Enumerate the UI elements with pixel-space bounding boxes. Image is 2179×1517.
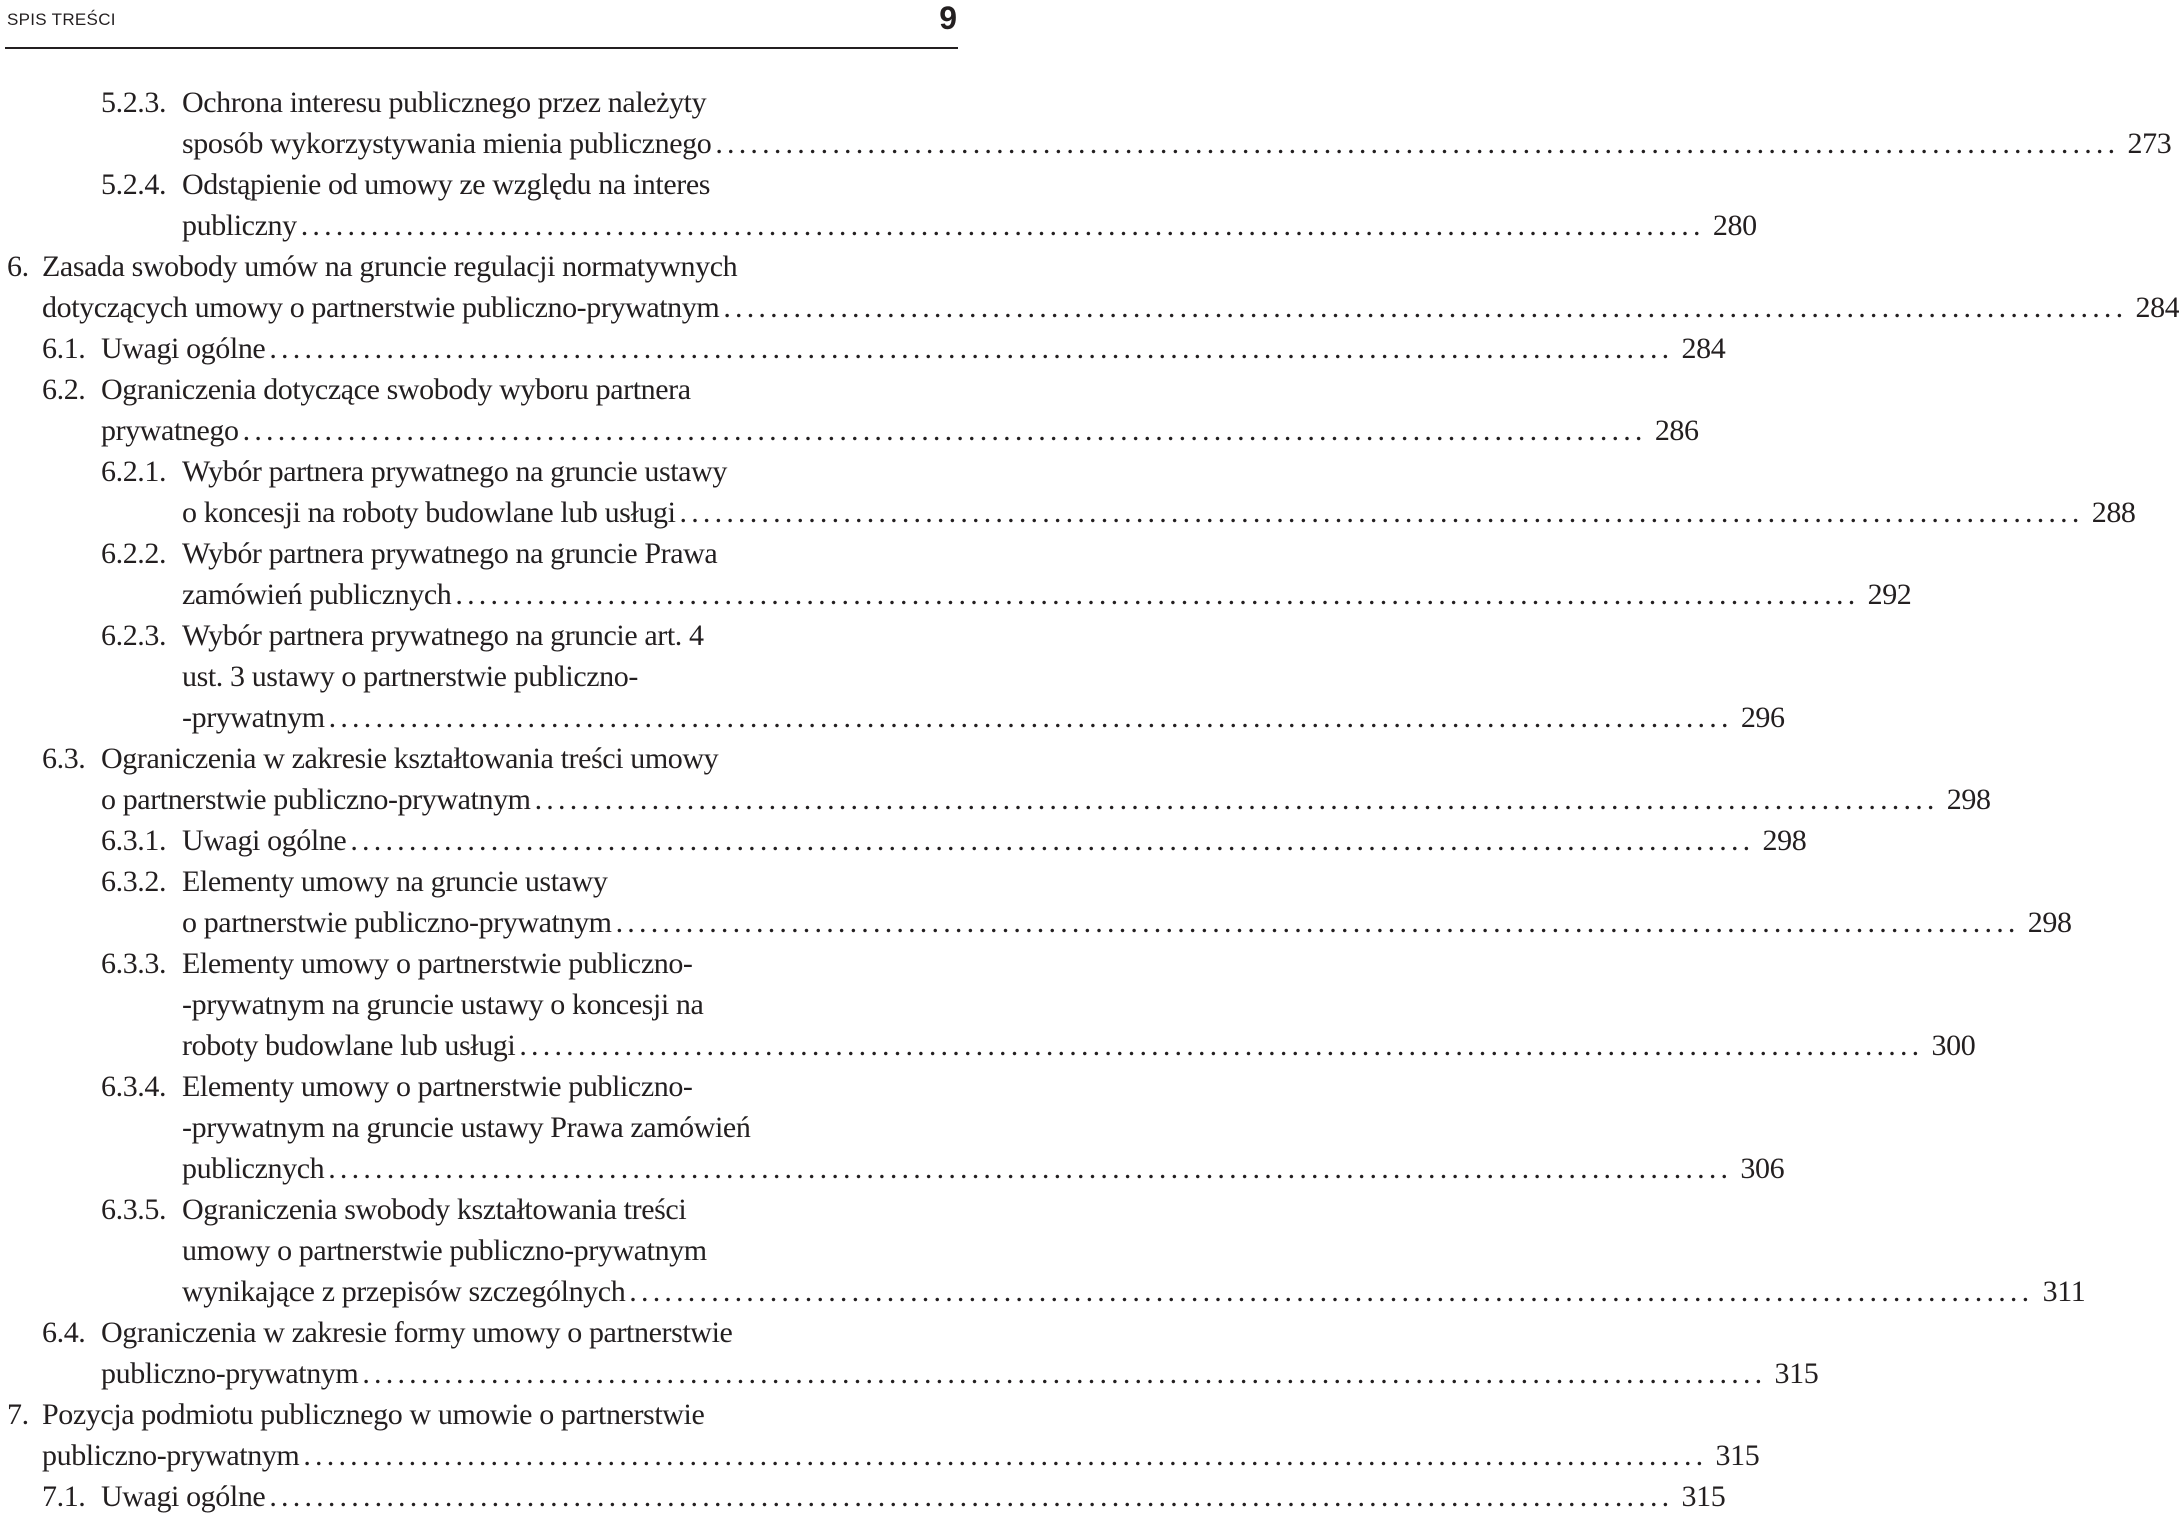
toc-entry-title-line: zamówień publicznych bbox=[182, 578, 452, 611]
dot-leader: ........................................................................................................................ bbox=[303, 1439, 1708, 1472]
toc-entry-page: 311 bbox=[2042, 1275, 2086, 1308]
dot-leader: ........................................................................................................................ bbox=[328, 701, 1733, 734]
toc-entry-number: 6.2. bbox=[42, 373, 86, 406]
toc-entry[interactable] bbox=[0, 1189, 2086, 1312]
toc-entry-title-line: sposób wykorzystywania mienia publicznego bbox=[182, 127, 712, 160]
dot-leader: ........................................................................................................................ bbox=[300, 209, 1705, 242]
toc-entry-number: 6.3.5. bbox=[101, 1193, 167, 1226]
toc-entry[interactable] bbox=[0, 164, 1757, 246]
toc-entry[interactable] bbox=[0, 943, 1976, 1066]
toc-entry-title-line: Odstąpienie od umowy ze względu na interes bbox=[182, 168, 711, 201]
toc-entry-number: 6.4. bbox=[42, 1316, 86, 1349]
toc-entry-title-line: ust. 3 ustawy o partnerstwie publiczno- bbox=[182, 660, 638, 693]
toc-entry-number: 6.2.2. bbox=[101, 537, 167, 570]
toc-entry-page: 292 bbox=[1867, 578, 1912, 611]
toc-entry-title-line: Ograniczenia w zakresie formy umowy o partnerstwie bbox=[101, 1316, 733, 1349]
toc-entry-page: 315 bbox=[1774, 1357, 1819, 1390]
toc-entry-number: 6. bbox=[7, 250, 29, 283]
toc-entry[interactable] bbox=[0, 738, 1991, 820]
toc-entry-title-line: o partnerstwie publiczno-prywatnym bbox=[182, 906, 612, 939]
toc-entry[interactable] bbox=[0, 328, 1726, 369]
toc-entry-title-line: Uwagi ogólne bbox=[101, 1480, 266, 1513]
dot-leader: ........................................................................................................................ bbox=[723, 291, 2128, 324]
toc-entry[interactable] bbox=[0, 1066, 1785, 1189]
toc-entry-number: 6.3.2. bbox=[101, 865, 167, 898]
toc-entry[interactable] bbox=[0, 246, 2179, 328]
toc-entry-title-line: o koncesji na roboty budowlane lub usługi bbox=[182, 496, 676, 529]
dot-leader: ........................................................................................................................ bbox=[269, 1480, 1674, 1513]
toc-entry-title-line: roboty budowlane lub usługi bbox=[182, 1029, 516, 1062]
dot-leader: ........................................................................................................................ bbox=[242, 414, 1647, 447]
toc-entry[interactable] bbox=[0, 369, 1699, 451]
toc-entry[interactable] bbox=[0, 615, 1785, 738]
dot-leader: ........................................................................................................................ bbox=[350, 824, 1755, 857]
toc-entry-number: 6.3. bbox=[42, 742, 86, 775]
toc-entry-title-line: Elementy umowy na gruncie ustawy bbox=[182, 865, 608, 898]
dot-leader: ........................................................................................................................ bbox=[269, 332, 1674, 365]
toc-entry-number: 6.2.1. bbox=[101, 455, 167, 488]
toc-entry-title-line: Wybór partnera prywatnego na gruncie Prawa bbox=[182, 537, 718, 570]
toc-entry-number: 5.2.4. bbox=[101, 168, 167, 201]
toc-entry-title-line: -prywatnym bbox=[182, 701, 325, 734]
toc-entry-page: 286 bbox=[1654, 414, 1699, 447]
toc-entry[interactable] bbox=[0, 82, 2172, 164]
dot-leader: ........................................................................................................................ bbox=[715, 127, 2120, 160]
toc-entry-page: 315 bbox=[1681, 1480, 1726, 1513]
toc-entry-number: 6.2.3. bbox=[101, 619, 167, 652]
toc-entry-page: 315 bbox=[1715, 1439, 1760, 1472]
toc-entry-page: 284 bbox=[2135, 291, 2179, 324]
toc-entry-page: 298 bbox=[2027, 906, 2072, 939]
toc-entry-page: 298 bbox=[1762, 824, 1807, 857]
toc-entry-page: 296 bbox=[1740, 701, 1785, 734]
toc-entry-title-line: -prywatnym na gruncie ustawy o koncesji na bbox=[182, 988, 704, 1021]
toc-entry[interactable] bbox=[0, 820, 1807, 861]
dot-leader: ........................................................................................................................ bbox=[455, 578, 1860, 611]
toc-entry-title-line: wynikające z przepisów szczególnych bbox=[182, 1275, 626, 1308]
toc-entry-page: 288 bbox=[2091, 496, 2136, 529]
toc-entry-number: 6.3.1. bbox=[101, 824, 167, 857]
toc-entry-title-line: Wybór partnera prywatnego na gruncie art. 4 bbox=[182, 619, 704, 652]
toc-entry-title-line: Zasada swobody umów na gruncie regulacji normatywnych bbox=[42, 250, 738, 283]
toc-entry-page: 284 bbox=[1681, 332, 1726, 365]
toc-entry-number: 7.1. bbox=[42, 1480, 86, 1513]
toc-entry-page: 300 bbox=[1931, 1029, 1976, 1062]
toc-entry-title-line: umowy o partnerstwie publiczno-prywatnym bbox=[182, 1234, 707, 1267]
toc-entry-number: 6.1. bbox=[42, 332, 86, 365]
toc-entry[interactable] bbox=[0, 533, 1912, 615]
dot-leader: ........................................................................................................................ bbox=[362, 1357, 1767, 1390]
toc-entry[interactable] bbox=[0, 1476, 1726, 1517]
toc-entry-title-line: Ochrona interesu publicznego przez należyty bbox=[182, 86, 707, 119]
toc-entry-number: 6.3.4. bbox=[101, 1070, 167, 1103]
dot-leader: ........................................................................................................................ bbox=[629, 1275, 2034, 1308]
toc-entry-title-line: Ograniczenia swobody kształtowania treści bbox=[182, 1193, 687, 1226]
toc-entry-title-line: publicznych bbox=[182, 1152, 325, 1185]
toc-entry-title-line: publiczny bbox=[182, 209, 297, 242]
toc-entry-title-line: Ograniczenia w zakresie kształtowania treści umowy bbox=[101, 742, 719, 775]
dot-leader: ........................................................................................................................ bbox=[615, 906, 2020, 939]
toc-entry-title-line: publiczno-prywatnym bbox=[42, 1439, 300, 1472]
toc-entry[interactable] bbox=[0, 1394, 1760, 1476]
table-of-contents bbox=[0, 82, 2179, 1517]
toc-entry-title-line: Elementy umowy o partnerstwie publiczno- bbox=[182, 947, 693, 980]
dot-leader: ........................................................................................................................ bbox=[519, 1029, 1924, 1062]
toc-entry-title-line: -prywatnym na gruncie ustawy Prawa zamówień bbox=[182, 1111, 751, 1144]
toc-entry[interactable] bbox=[0, 451, 2136, 533]
toc-entry-title-line: dotyczących umowy o partnerstwie publiczno-prywatnym bbox=[42, 291, 720, 324]
dot-leader: ........................................................................................................................ bbox=[679, 496, 2084, 529]
toc-entry-number: 6.3.3. bbox=[101, 947, 167, 980]
toc-entry-page: 306 bbox=[1740, 1152, 1785, 1185]
toc-entry-page: 273 bbox=[2127, 127, 2172, 160]
toc-entry-title-line: prywatnego bbox=[101, 414, 239, 447]
toc-entry-title-line: Ograniczenia dotyczące swobody wyboru partnera bbox=[101, 373, 691, 406]
dot-leader: ........................................................................................................................ bbox=[534, 783, 1939, 816]
toc-entry-title-line: o partnerstwie publiczno-prywatnym bbox=[101, 783, 531, 816]
toc-entry-title-line: publiczno-prywatnym bbox=[101, 1357, 359, 1390]
toc-entry-page: 298 bbox=[1946, 783, 1991, 816]
dot-leader: ........................................................................................................................ bbox=[328, 1152, 1733, 1185]
toc-entry-title-line: Uwagi ogólne bbox=[101, 332, 266, 365]
page-header bbox=[0, 0, 960, 48]
toc-entry-title-line: Elementy umowy o partnerstwie publiczno- bbox=[182, 1070, 693, 1103]
toc-entry-page: 280 bbox=[1712, 209, 1757, 242]
toc-entry-number: 5.2.3. bbox=[101, 86, 167, 119]
header-rule bbox=[5, 47, 958, 49]
toc-entry[interactable] bbox=[0, 861, 2072, 943]
page-number: 9 bbox=[939, 0, 957, 36]
toc-entry[interactable] bbox=[0, 1312, 1819, 1394]
running-head: SPIS TREŚCI bbox=[7, 10, 116, 29]
toc-entry-title-line: Wybór partnera prywatnego na gruncie ustawy bbox=[182, 455, 727, 488]
toc-entry-title-line: Pozycja podmiotu publicznego w umowie o partnerstwie bbox=[42, 1398, 705, 1431]
toc-entry-title-line: Uwagi ogólne bbox=[182, 824, 347, 857]
toc-entry-number: 7. bbox=[7, 1398, 29, 1431]
